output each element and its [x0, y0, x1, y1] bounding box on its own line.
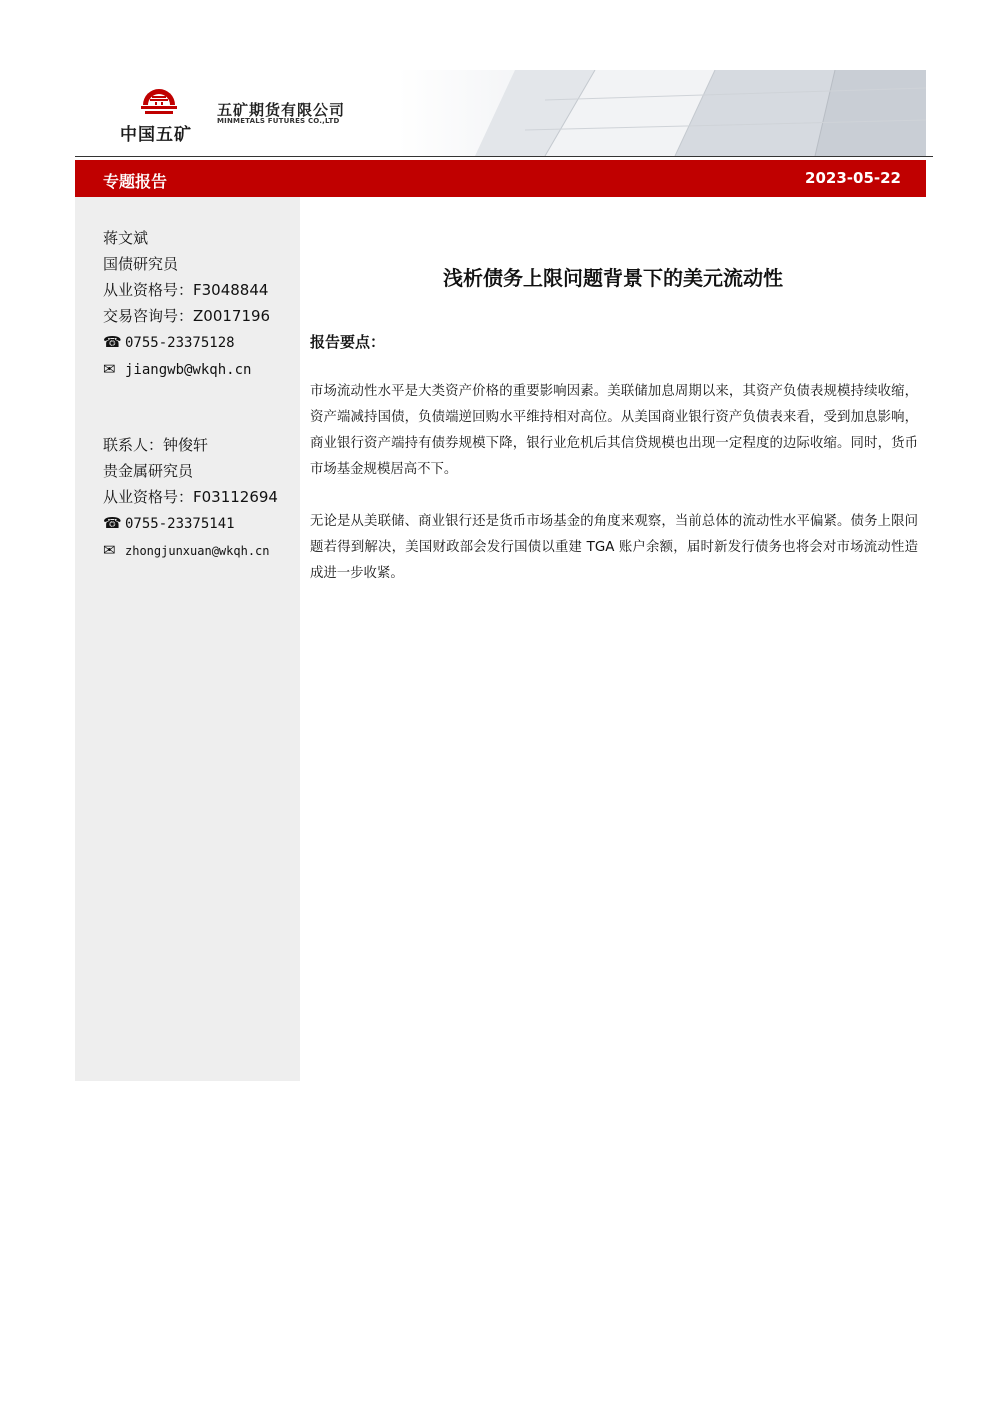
contact-block — [103, 432, 278, 564]
contact-qualification: 从业资格号：F03112694 — [103, 488, 278, 506]
logo-text: 中国五矿 — [120, 125, 192, 145]
author-role: 国债研究员 — [103, 255, 179, 273]
phone-icon: ☎ — [103, 333, 122, 351]
author-phone-row — [103, 329, 270, 356]
author-phone: 0755-23375128 — [125, 335, 235, 351]
summary-paragraph-2: 无论是从美联储、商业银行还是货币市场基金的角度来观察，当前总体的流动性水平偏紧。债务上限问题若得到解决，美国财政部会发行国债以重建 TGA 账户余额，届时新发行债务也将会对市场流动性造成进一步收紧。 — [310, 514, 918, 581]
building-graphic — [75, 70, 926, 156]
header-divider — [75, 156, 933, 157]
contact-phone: 0755-23375141 — [125, 516, 235, 532]
summary-paragraph-1: 市场流动性水平是大类资产价格的重要影响因素。美联储加息周期以来，其资产负债表规模持续收缩，资产端减持国债，负债端逆回购水平维持相对高位。从美国商业银行资产负债表来看，受到加息影响，商业银行资产端持有债券规模下降，银行业危机后其信贷规模也出现一定程度的边际收缩。同时，货币市场基金规模居高不下。 — [310, 384, 918, 477]
company-name-cn: 五矿期货有限公司 — [217, 101, 346, 119]
company-name-en: MINMETALS FUTURES CO.,LTD — [217, 117, 340, 125]
header-banner — [75, 70, 926, 156]
contact-email[interactable]: zhongjunxuan@wkqh.cn — [125, 544, 270, 558]
contact-phone-row — [103, 510, 278, 537]
contact-name: 联系人：钟俊轩 — [103, 436, 209, 454]
author-block — [103, 225, 270, 383]
author-email-row — [103, 356, 270, 383]
phone-icon: ☎ — [103, 514, 122, 532]
author-email[interactable]: jiangwb@wkqh.cn — [125, 362, 252, 378]
report-type-bar — [75, 160, 926, 197]
key-points-heading: 报告要点： — [310, 333, 386, 351]
mail-icon: ✉ — [103, 360, 116, 378]
author-name: 蒋文斌 — [103, 229, 149, 247]
contact-role: 贵金属研究员 — [103, 462, 194, 480]
report-title: 浅析债务上限问题背景下的美元流动性 — [443, 266, 783, 290]
mail-icon: ✉ — [103, 541, 116, 559]
author-consulting: 交易咨询号：Z0017196 — [103, 307, 271, 325]
minmetals-emblem-icon — [139, 85, 179, 119]
author-qualification: 从业资格号：F3048844 — [103, 281, 269, 299]
contact-email-row — [103, 537, 278, 564]
report-type-label: 专题报告 — [103, 172, 168, 191]
report-date: 2023-05-22 — [805, 169, 901, 187]
